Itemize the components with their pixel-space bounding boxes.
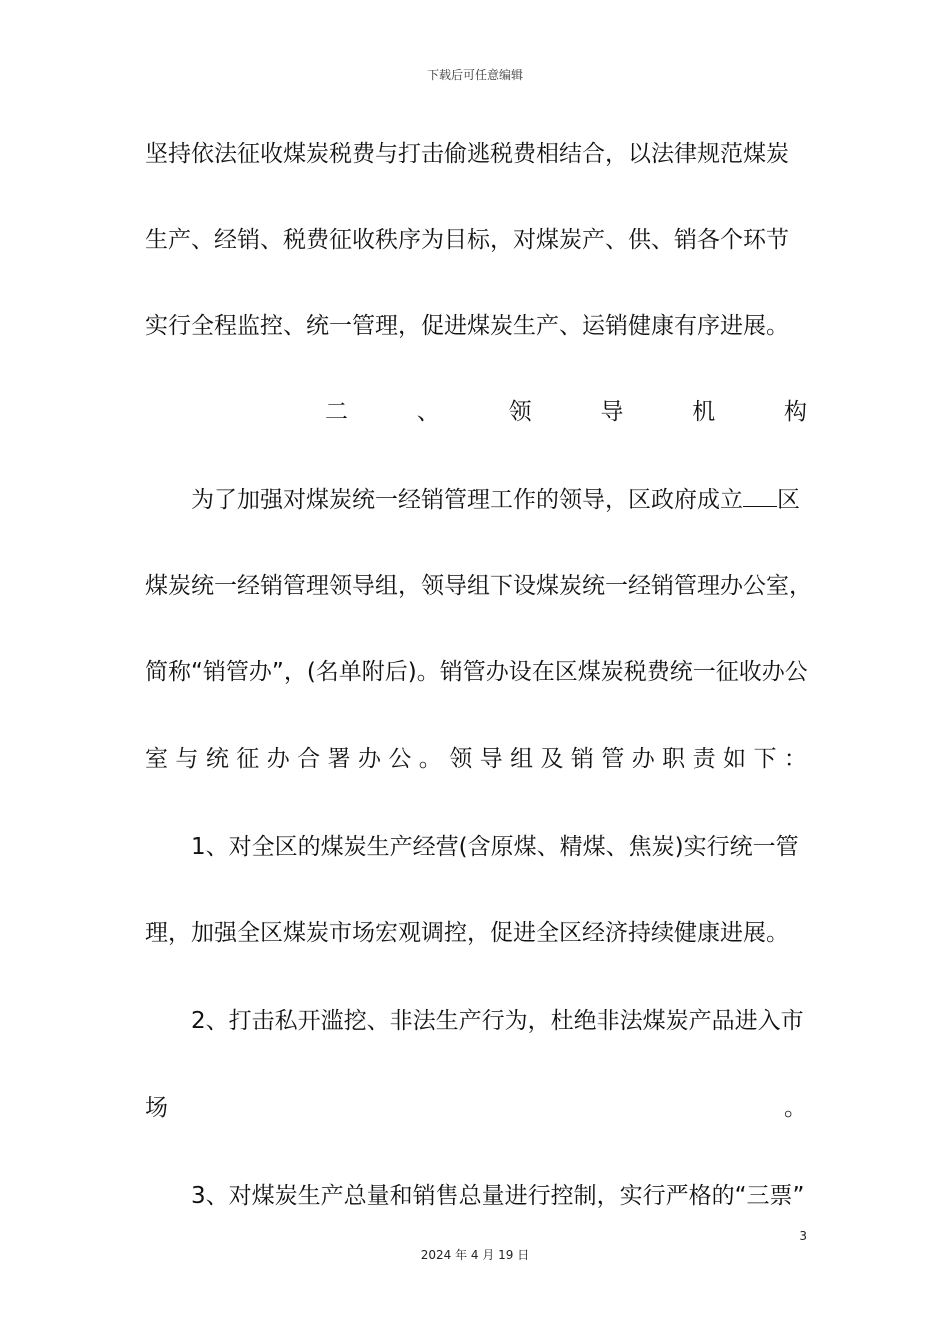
paragraph-line-2: 生产、经销、税费征收秩序为目标，对煤炭产、供、销各个环节 bbox=[145, 227, 789, 253]
line4-end: 区 bbox=[777, 487, 800, 513]
heading-char: 二 bbox=[325, 399, 348, 425]
paragraph-line-7 bbox=[145, 744, 807, 774]
line7-char: 责 bbox=[692, 746, 716, 772]
paragraph-line-4 bbox=[191, 484, 807, 515]
line7-char: 办 bbox=[266, 746, 290, 772]
line7-char: 销 bbox=[570, 746, 594, 772]
line7-char: 领 bbox=[449, 746, 473, 772]
line7-char: 组 bbox=[510, 746, 534, 772]
line7-char: 管 bbox=[601, 746, 625, 772]
heading-char: 构 bbox=[783, 399, 807, 425]
line7-char: 办 bbox=[631, 746, 655, 772]
paragraph-line-5: 煤炭统一经销管理领导组，领导组下设煤炭统一经销管理办公室， bbox=[145, 573, 812, 599]
paragraph-line-1: 坚持依法征收煤炭税费与打击偷逃税费相结合，以法律规范煤炭 bbox=[145, 141, 789, 167]
paragraph-line-9: 理，加强全区煤炭市场宏观调控，促进全区经济持续健康进展。 bbox=[145, 920, 789, 946]
line11-start: 场 bbox=[145, 1095, 168, 1121]
line7-char: 署 bbox=[327, 746, 351, 772]
line11-end: 。 bbox=[784, 1095, 807, 1121]
heading-char: 领 bbox=[508, 399, 532, 425]
line7-char: 统 bbox=[205, 746, 229, 772]
line7-char: ： bbox=[783, 746, 807, 772]
paragraph-line-8: 1、对全区的煤炭生产经营(含原煤、精煤、焦炭)实行统一管 bbox=[191, 834, 799, 860]
page-header: 下载后可任意编辑 bbox=[426, 68, 523, 82]
line7-char: 如 bbox=[723, 746, 747, 772]
blank-underline bbox=[743, 484, 777, 507]
line7-char: 室 bbox=[145, 746, 168, 772]
line7-char: 合 bbox=[297, 746, 321, 772]
paragraph-line-12: 3、对煤炭生产总量和销售总量进行控制，实行严格的“三票” bbox=[191, 1183, 805, 1209]
line7-char: 征 bbox=[236, 746, 260, 772]
page-footer-date: 2024 年 4 月 19 日 bbox=[420, 1248, 530, 1262]
line7-char: 。 bbox=[418, 746, 442, 772]
line7-char: 公 bbox=[388, 746, 412, 772]
heading-char: 导 bbox=[600, 399, 624, 425]
line7-char: 下 bbox=[753, 746, 777, 772]
section-heading bbox=[325, 397, 807, 427]
page-number: 3 bbox=[799, 1229, 807, 1243]
line7-char: 与 bbox=[175, 746, 199, 772]
line7-char: 及 bbox=[540, 746, 564, 772]
heading-char: 、 bbox=[416, 399, 440, 425]
line7-char: 导 bbox=[479, 746, 503, 772]
line4-text: 为了加强对煤炭统一经销管理工作的领导，区政府成立 bbox=[191, 487, 743, 513]
paragraph-line-10: 2、打击私开滥挖、非法生产行为，杜绝非法煤炭产品进入市 bbox=[191, 1008, 804, 1034]
paragraph-line-11 bbox=[145, 1093, 807, 1123]
paragraph-line-3: 实行全程监控、统一管理，促进煤炭生产、运销健康有序进展。 bbox=[145, 313, 789, 339]
heading-char: 机 bbox=[692, 399, 716, 425]
paragraph-line-6: 简称“销管办”，(名单附后)。销管办设在区煤炭税费统一征收办公 bbox=[145, 659, 808, 685]
line7-char: 办 bbox=[357, 746, 381, 772]
line7-char: 职 bbox=[662, 746, 686, 772]
